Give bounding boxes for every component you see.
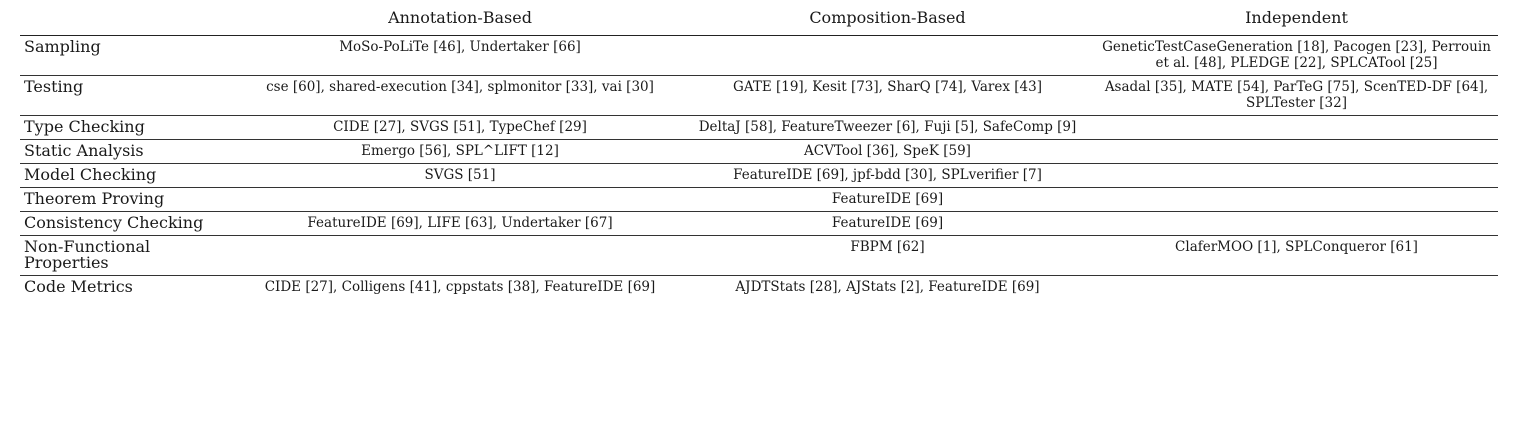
cell-annotation: Emergo [56], SPL^LIFT [12] (240, 140, 680, 164)
table-row (20, 188, 1498, 212)
row-label: Non-Functional Properties (20, 236, 240, 276)
row-label: Consistency Checking (20, 212, 240, 236)
row-label: Testing (20, 76, 240, 116)
cell-independent (1095, 276, 1498, 300)
table-row (20, 140, 1498, 164)
header-blank (20, 4, 240, 36)
table-row (20, 36, 1498, 76)
cell-independent: Asadal [35], MATE [54], ParTeG [75], ScenTED-DF [64], SPLTester [32] (1095, 76, 1498, 116)
cell-independent (1095, 164, 1498, 188)
cell-composition: DeltaJ [58], FeatureTweezer [6], Fuji [5], SafeComp [9] (680, 116, 1095, 140)
row-label: Code Metrics (24, 277, 133, 296)
cell-composition: GATE [19], Kesit [73], SharQ [74], Varex [43] (680, 76, 1095, 116)
cell-annotation: MoSo-PoLiTe [46], Undertaker [66] (240, 36, 680, 76)
cell-independent (1095, 116, 1498, 140)
tools-table (20, 4, 1498, 299)
table-row (20, 212, 1498, 236)
cell-composition: ACVTool [36], SpeK [59] (680, 140, 1095, 164)
table-row (20, 116, 1498, 140)
cell-composition (680, 36, 1095, 76)
table-row (20, 276, 1498, 300)
cell-independent: ClaferMOO [1], SPLConqueror [61] (1095, 236, 1498, 276)
header-composition-based: Composition-Based (680, 4, 1095, 36)
cell-annotation (240, 236, 680, 276)
header-independent: Independent (1095, 4, 1498, 36)
cell-composition: FBPM [62] (680, 236, 1095, 276)
cell-composition: FeatureIDE [69] (680, 212, 1095, 236)
cell-composition: FeatureIDE [69] (680, 188, 1095, 212)
cell-annotation: SVGS [51] (240, 164, 680, 188)
row-label: Static Analysis (20, 140, 240, 164)
cell-independent (1095, 212, 1498, 236)
header-row (20, 4, 1498, 36)
row-label: Theorem Proving (20, 188, 240, 212)
table-row (20, 164, 1498, 188)
header-annotation-based: Annotation-Based (240, 4, 680, 36)
row-label: Sampling (20, 36, 240, 76)
cell-annotation: cse [60], shared-execution [34], splmonitor [33], vai [30] (240, 76, 680, 116)
cell-annotation (240, 188, 680, 212)
table-row (20, 76, 1498, 116)
cell-independent (1095, 188, 1498, 212)
cell-annotation: CIDE [27], Colligens [41], cppstats [38], FeatureIDE [69] (264, 279, 656, 295)
row-label: Type Checking (20, 116, 240, 140)
cell-composition: FeatureIDE [69], jpf-bdd [30], SPLverifier [7] (680, 164, 1095, 188)
cell-annotation: FeatureIDE [69], LIFE [63], Undertaker [67] (240, 212, 680, 236)
table-row (20, 236, 1498, 276)
cell-composition: AJDTStats [28], AJStats [2], FeatureIDE [69] (735, 279, 1040, 295)
cell-independent (1095, 140, 1498, 164)
cell-independent: GeneticTestCaseGeneration [18], Pacogen [23], Perrouin et al. [48], PLEDGE [22], SPLCATool [25] (1095, 36, 1498, 76)
row-label: Model Checking (20, 164, 240, 188)
cell-annotation: CIDE [27], SVGS [51], TypeChef [29] (240, 116, 680, 140)
